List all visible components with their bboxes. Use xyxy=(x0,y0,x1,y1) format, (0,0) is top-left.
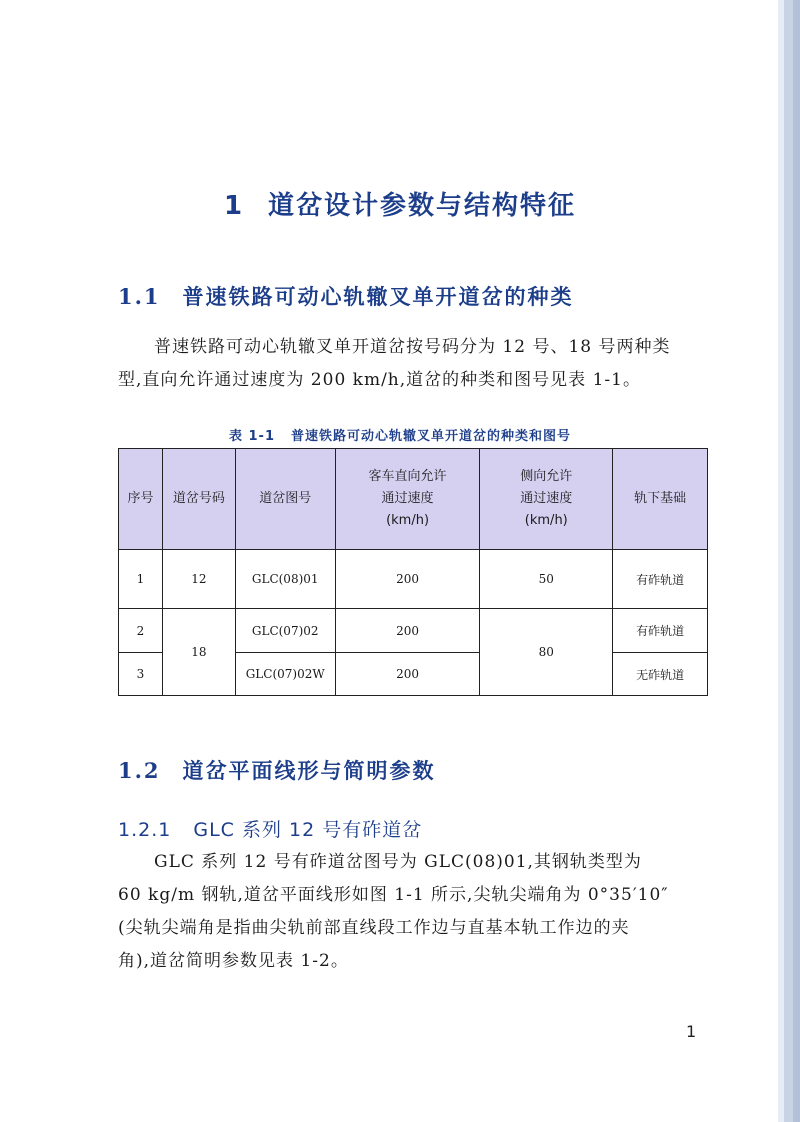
cell-turnout-no: 12 xyxy=(162,550,235,609)
header-seq: 序号 xyxy=(119,449,163,550)
header-side-speed xyxy=(480,449,613,550)
header-main-speed-unit: (km/h) xyxy=(386,513,430,528)
cell-side-speed: 80 xyxy=(480,609,613,696)
table-caption-number: 表 1-1 xyxy=(228,429,275,444)
chapter-title-text: 道岔设计参数与结构特征 xyxy=(268,191,577,221)
header-side-speed-line: 通过速度 xyxy=(520,491,573,506)
table-caption-title: 普速铁路可动心轨辙叉单开道岔的种类和图号 xyxy=(291,429,572,444)
paragraph-line: 60 kg/m 钢轨,道岔平面线形如图 1-1 所示,尖轨尖端角为 0°35′10″ xyxy=(118,885,669,905)
paragraph-line: GLC 系列 12 号有砟道岔图号为 GLC(08)01,其钢轨类型为 xyxy=(154,852,642,872)
chapter-title xyxy=(0,185,800,222)
header-turnout-no: 道岔号码 xyxy=(162,449,235,550)
paragraph-line: (尖轨尖端角是指曲尖轨前部直线段工作边与直基本轨工作边的夹 xyxy=(118,918,630,938)
paragraph-line: 角),道岔简明参数见表 1-2。 xyxy=(118,951,349,971)
table-row xyxy=(119,550,708,609)
section-1-1-paragraph xyxy=(118,331,708,397)
section-number: 1.1 xyxy=(118,284,161,309)
cell-main-speed: 200 xyxy=(335,653,480,696)
section-heading-1-2 xyxy=(118,755,436,785)
cell-seq: 2 xyxy=(119,609,163,653)
header-side-speed-line: 侧向允许 xyxy=(520,469,573,484)
paragraph-line: 普速铁路可动心轨辙叉单开道岔按号码分为 12 号、18 号两种类 xyxy=(154,337,671,357)
cell-turnout-no: 18 xyxy=(162,609,235,696)
header-main-speed-line: 客车直向允许 xyxy=(368,469,447,484)
cell-drawing-no: GLC(08)01 xyxy=(235,550,335,609)
table-caption xyxy=(0,425,800,444)
cell-seq: 1 xyxy=(119,550,163,609)
header-side-speed-unit: (km/h) xyxy=(524,513,568,528)
subsection-paragraph xyxy=(118,846,708,978)
cell-seq: 3 xyxy=(119,653,163,696)
header-foundation: 轨下基础 xyxy=(613,449,708,550)
turnout-types-table xyxy=(118,448,708,696)
chapter-number: 1 xyxy=(223,191,245,221)
cell-foundation: 有砟轨道 xyxy=(613,550,708,609)
cell-side-speed: 50 xyxy=(480,550,613,609)
cell-main-speed: 200 xyxy=(335,609,480,653)
subsection-title: GLC 系列 12 号有砟道岔 xyxy=(193,819,423,841)
cell-main-speed: 200 xyxy=(335,550,480,609)
section-title: 道岔平面线形与简明参数 xyxy=(182,758,436,783)
header-drawing-no: 道岔图号 xyxy=(235,449,335,550)
table-row xyxy=(119,609,708,653)
section-title: 普速铁路可动心轨辙叉单开道岔的种类 xyxy=(182,284,574,309)
section-number: 1.2 xyxy=(118,758,161,783)
paragraph-line: 型,直向允许通过速度为 200 km/h,道岔的种类和图号见表 1-1。 xyxy=(118,370,641,390)
cell-drawing-no: GLC(07)02 xyxy=(235,609,335,653)
subsection-number: 1.2.1 xyxy=(118,819,172,841)
header-main-speed xyxy=(335,449,480,550)
page-number: 1 xyxy=(686,1022,697,1041)
section-heading-1-1 xyxy=(118,281,574,311)
subsection-heading-1-2-1 xyxy=(118,815,422,842)
cell-foundation: 无砟轨道 xyxy=(613,653,708,696)
page-edge-decoration xyxy=(778,0,800,1122)
header-main-speed-line: 通过速度 xyxy=(381,491,434,506)
cell-drawing-no: GLC(07)02W xyxy=(235,653,335,696)
table-header-row xyxy=(119,449,708,550)
cell-foundation: 有砟轨道 xyxy=(613,609,708,653)
